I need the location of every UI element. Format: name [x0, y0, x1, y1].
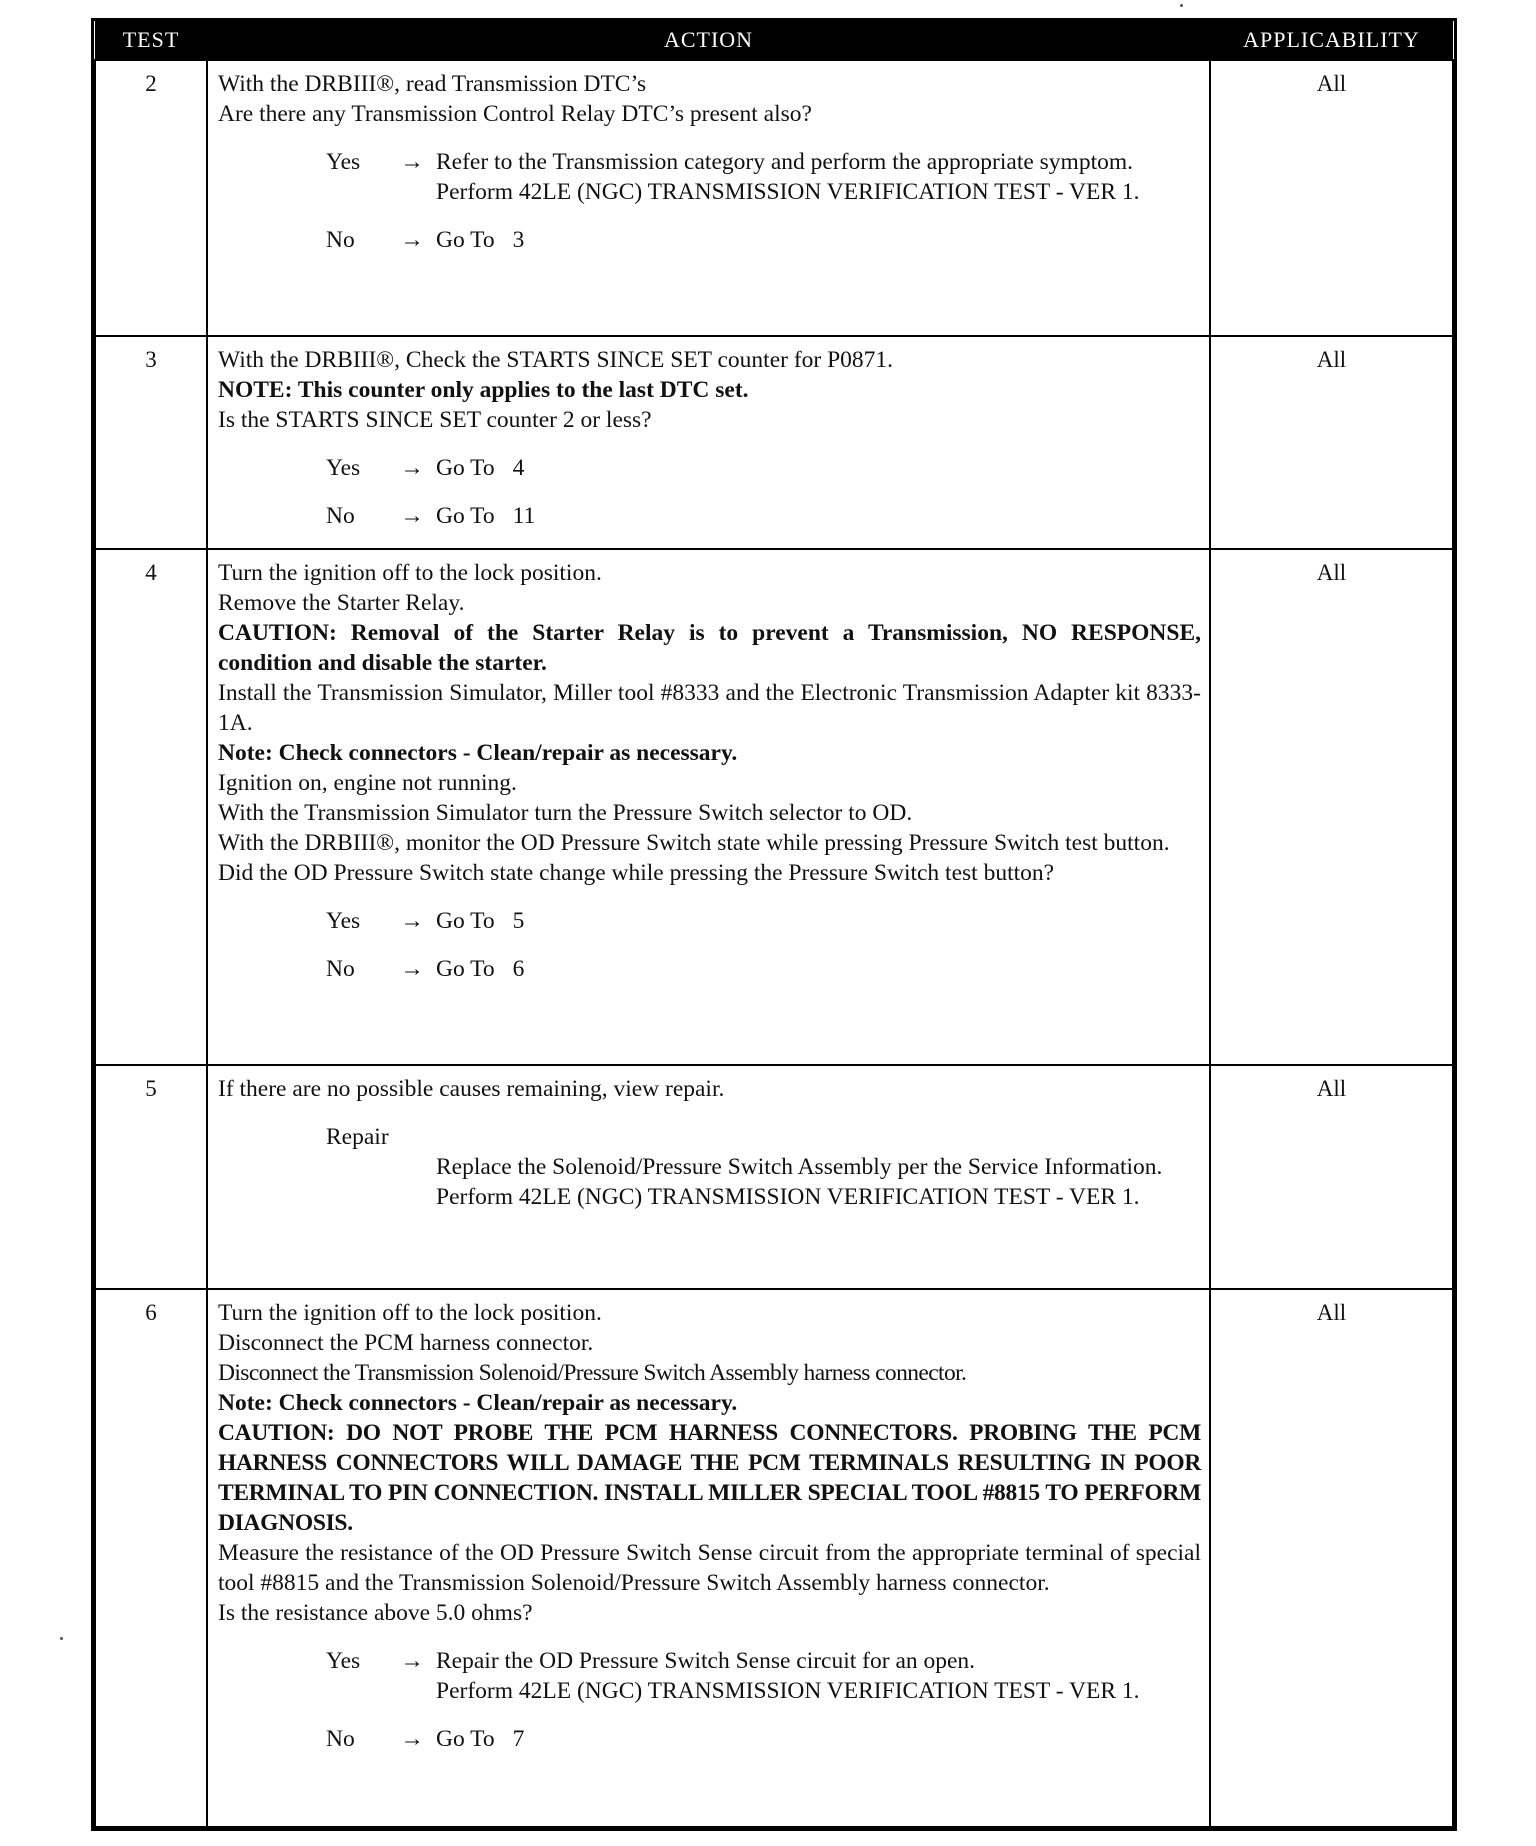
action-cell — [207, 60, 1210, 336]
action-line: Install the Transmission Simulator, Miller tool #8333 and the Electronic Transmission Adapter kit 8333-1A. — [218, 680, 1201, 736]
yes-label: Yes — [326, 1648, 361, 1674]
yes-label: Yes — [326, 455, 361, 481]
arrow-icon: → — [400, 455, 424, 481]
arrow-icon: → — [400, 1726, 424, 1752]
action-line: With the DRBIII®, Check the STARTS SINCE SET counter for P0871. — [218, 347, 894, 373]
table-row — [95, 1289, 1453, 1827]
applicability: All — [1210, 549, 1453, 1065]
action-line: Remove the Starter Relay. — [218, 590, 465, 616]
note-line: Note: Check connectors - Clean/repair as necessary. — [218, 740, 738, 766]
applicability: All — [1210, 1065, 1453, 1289]
applicability: All — [1210, 60, 1453, 336]
go-to-label: Go To — [436, 503, 495, 529]
yes-text: Perform 42LE (NGC) TRANSMISSION VERIFICATION TEST - VER 1. — [436, 1678, 1140, 1704]
test-number: 5 — [95, 1065, 207, 1289]
go-to-target: 4 — [512, 455, 525, 481]
arrow-icon: → — [400, 149, 424, 175]
repair-label: Repair — [326, 1124, 389, 1150]
go-to-label: Go To — [436, 227, 495, 253]
no-branch — [218, 501, 1201, 531]
action-line: Did the OD Pressure Switch state change while pressing the Pressure Switch test button? — [218, 860, 1055, 886]
no-label: No — [326, 956, 355, 982]
arrow-icon: → — [400, 956, 424, 982]
header-test: TEST — [95, 21, 207, 60]
test-number: 2 — [95, 60, 207, 336]
repair-text: Replace the Solenoid/Pressure Switch Assembly per the Service Information. — [436, 1154, 1163, 1180]
no-label: No — [326, 227, 355, 253]
yes-text: Refer to the Transmission category and perform the appropriate symptom. — [436, 149, 1134, 175]
table-header-row — [95, 21, 1453, 60]
go-to-target: 3 — [512, 227, 525, 253]
no-branch — [218, 225, 1201, 255]
header-action: ACTION — [207, 21, 1210, 60]
table-row — [95, 549, 1453, 1065]
go-to-target: 5 — [512, 908, 525, 934]
yes-text: Perform 42LE (NGC) TRANSMISSION VERIFICATION TEST - VER 1. — [436, 179, 1140, 205]
yes-branch — [218, 906, 1201, 936]
caution-line: CAUTION: Removal of the Starter Relay is to prevent a Transmission, NO RESPONSE, condition and disable the starter. — [218, 620, 1201, 676]
go-to-target: 7 — [512, 1726, 525, 1752]
go-to-label: Go To — [436, 908, 495, 934]
scan-speck — [60, 1637, 63, 1640]
action-line: Is the STARTS SINCE SET counter 2 or less? — [218, 407, 652, 433]
header-applicability: APPLICABILITY — [1210, 21, 1453, 60]
action-line: Disconnect the PCM harness connector. — [218, 1330, 594, 1356]
diagnostic-table — [91, 18, 1457, 1831]
action-line: With the Transmission Simulator turn the Pressure Switch selector to OD. — [218, 800, 913, 826]
action-line: With the DRBIII®, read Transmission DTC’s — [218, 71, 647, 97]
no-label: No — [326, 1726, 355, 1752]
test-number: 4 — [95, 549, 207, 1065]
action-cell — [207, 336, 1210, 549]
action-line: Measure the resistance of the OD Pressure Switch Sense circuit from the appropriate terminal of special tool #8815 and the Transmission Solenoid/Pressure Switch Assembly harness connector. — [218, 1540, 1201, 1596]
yes-branch — [218, 1646, 1201, 1706]
action-line: Ignition on, engine not running. — [218, 770, 517, 796]
go-to-target: 6 — [512, 956, 525, 982]
no-branch — [218, 1724, 1201, 1754]
go-to-label: Go To — [436, 1726, 495, 1752]
action-line: Turn the ignition off to the lock position. — [218, 560, 602, 586]
test-number: 6 — [95, 1289, 207, 1827]
table-row — [95, 336, 1453, 549]
go-to-label: Go To — [436, 956, 495, 982]
table-row — [95, 60, 1453, 336]
no-label: No — [326, 503, 355, 529]
scan-speck — [1180, 4, 1183, 7]
yes-text: Repair the OD Pressure Switch Sense circuit for an open. — [436, 1648, 976, 1674]
yes-branch — [218, 453, 1201, 483]
arrow-icon: → — [400, 227, 424, 253]
caution-line: CAUTION: DO NOT PROBE THE PCM HARNESS CONNECTORS. PROBING THE PCM HARNESS CONNECTORS WILL DAMAGE THE PCM TERMINALS RESULTING IN POOR TERMINAL TO PIN CONNECTION. INSTALL MILLER SPECIAL TOOL #8815 TO PERFORM DIAGNOSIS. — [218, 1420, 1201, 1536]
note-line: Note: Check connectors - Clean/repair as necessary. — [218, 1390, 738, 1416]
arrow-icon: → — [400, 908, 424, 934]
action-line: Disconnect the Transmission Solenoid/Pressure Switch Assembly harness connector. — [218, 1360, 967, 1386]
action-line: With the DRBIII®, monitor the OD Pressure Switch state while pressing Pressure Switch test button. — [218, 830, 1170, 856]
arrow-icon: → — [400, 503, 424, 529]
test-number: 3 — [95, 336, 207, 549]
table-row — [95, 1065, 1453, 1289]
action-line: Is the resistance above 5.0 ohms? — [218, 1600, 533, 1626]
action-cell — [207, 1289, 1210, 1827]
yes-label: Yes — [326, 149, 361, 175]
action-line: Are there any Transmission Control Relay DTC’s present also? — [218, 101, 812, 127]
yes-branch — [218, 147, 1201, 207]
arrow-icon: → — [400, 1648, 424, 1674]
go-to-target: 11 — [512, 503, 536, 529]
action-cell — [207, 549, 1210, 1065]
no-branch — [218, 954, 1201, 984]
action-line: Turn the ignition off to the lock position. — [218, 1300, 602, 1326]
go-to-label: Go To — [436, 455, 495, 481]
repair-text: Perform 42LE (NGC) TRANSMISSION VERIFICATION TEST - VER 1. — [436, 1184, 1140, 1210]
action-line: If there are no possible causes remaining, view repair. — [218, 1076, 725, 1102]
yes-label: Yes — [326, 908, 361, 934]
action-cell — [207, 1065, 1210, 1289]
note-line: NOTE: This counter only applies to the last DTC set. — [218, 377, 749, 403]
applicability: All — [1210, 1289, 1453, 1827]
applicability: All — [1210, 336, 1453, 549]
